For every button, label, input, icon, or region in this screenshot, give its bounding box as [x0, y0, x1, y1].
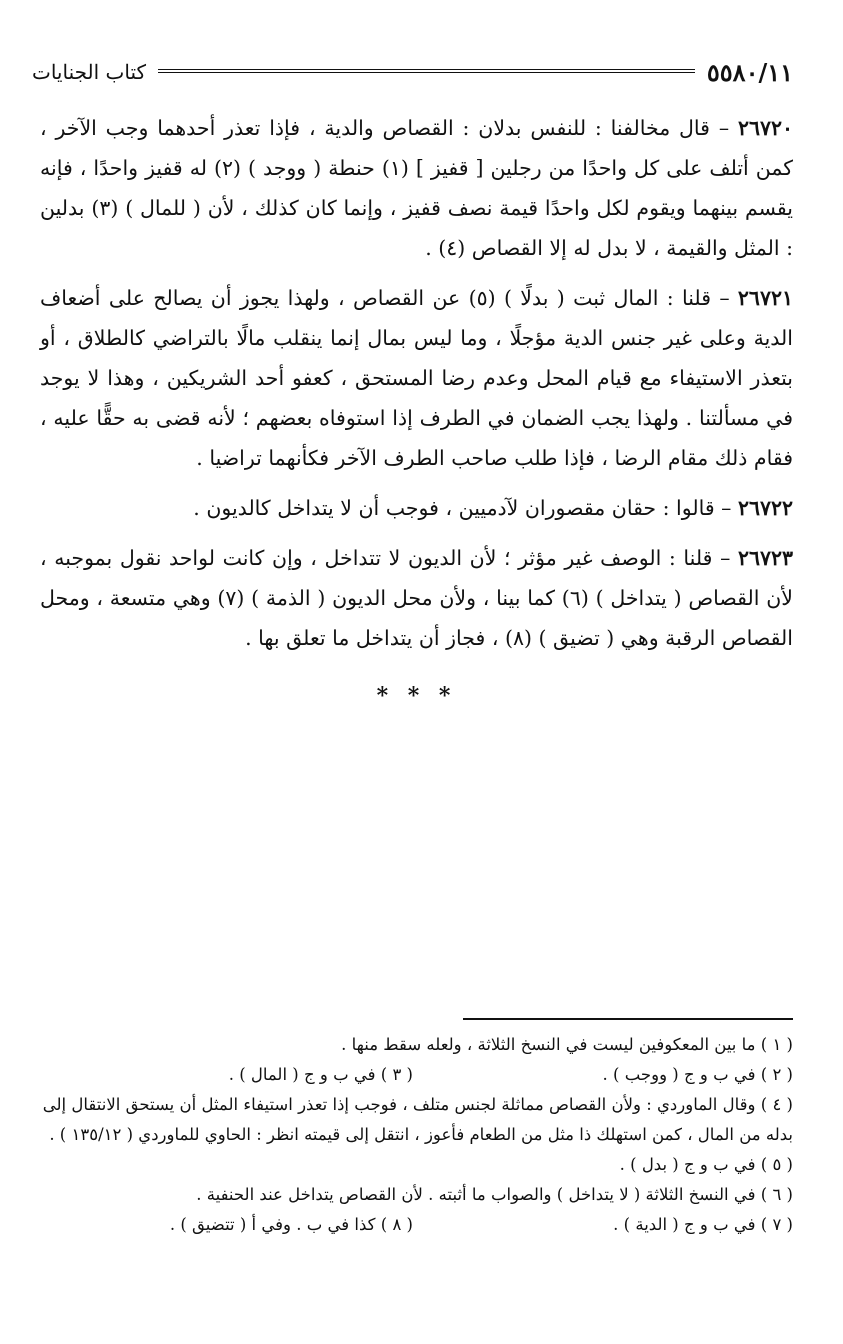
paragraph-number: ٢٦٧٢٣: [737, 546, 793, 570]
paragraph: ٢٦٧٢١ – قلنا : المال ثبت ( بدلًا ) (٥) عن القصاص ، ولهذا يجوز أن يصالح على أضعاف الدية وعلى غير جنس الدية مؤجلًا ، وما ليس بمال إنما ينقلب مالًا بالتراضي كالطلاق ، أو بتعذر الاستيفاء مع قيام المحل وعدم رضا المستحق ، كعفو أحد الشريكين ، وهذا لا يوجد في مسألتنا . ولهذا يجب الضمان في الطرف إذا استوفاه بعضهم ؛ لأنه قضى به حقًّا عليه ، فقام ذلك مقام الرضا ، فإذا طلب صاحب الطرف الآخر فكأنهما تراضيا .: [40, 286, 793, 470]
footnote: ( ٥ ) في ب و ج ( بدل ) .: [619, 1155, 793, 1174]
footnotes: [40, 1030, 793, 1240]
footnote-row: [40, 1060, 793, 1090]
paragraph-number: ٢٦٧٢٢: [737, 496, 793, 520]
footnote: ( ٤ ) وقال الماوردي : ولأن القصاص مماثلة لجنس متلف ، فوجب إذا تعذر استيفاء المثل أن يستحق الانتقال إلى بدله من المال ، كمن استهلك ذا مثل من الطعام فأعوز ، انتقل إلى قيمته انظر : الحاوي للماوردي ( ١٣٥/١٢ ) .: [42, 1095, 793, 1144]
running-title: كتاب الجنايات: [32, 60, 147, 84]
paragraph: ٢٦٧٢٢ – قالوا : حقان مقصوران لآدميين ، فوجب أن لا يتداخل كالديون .: [193, 496, 793, 520]
footnote: ( ٢ ) في ب و ج ( ووجب ) .: [602, 1065, 793, 1084]
paragraph-text: قلنا : الوصف غير مؤثر ؛ لأن الديون لا تتداخل ، وإن كانت لواحد نقول بموجبه ، لأن القصاص ( يتداخل ) (٦) كما بينا ، ولأن محل الديون ( الذمة ) (٧) وهي متسعة ، ومحل القصاص الرقبة وهي ( تضيق ) (٨) ، فجاز أن يتداخل ما تعلق بها .: [40, 546, 793, 650]
footnote: ( ٣ ) في ب و ج ( المال ) .: [228, 1065, 413, 1084]
footnote-row: [40, 1210, 793, 1240]
paragraph: ٢٦٧٢٣ – قلنا : الوصف غير مؤثر ؛ لأن الديون لا تتداخل ، وإن كانت لواحد نقول بموجبه ، لأن القصاص ( يتداخل ) (٦) كما بينا ، ولأن محل الديون ( الذمة ) (٧) وهي متسعة ، ومحل القصاص الرقبة وهي ( تضيق ) (٨) ، فجاز أن يتداخل ما تعلق بها .: [40, 546, 793, 650]
paragraph-text: قال مخالفنا : للنفس بدلان : القصاص والدية ، فإذا تعذر أحدهما وجب الآخر ، كمن أتلف على كل واحدًا من رجلين [ قفيز ] (١) حنطة ( ووجد ) (٢) له قفيز واحدًا ، فإنه يقسم بينهما ويقوم لكل واحدًا قيمة نصف قفيز ، وإنما كان كذلك ، لأن ( للمال ) (٣) بدلين : المثل والقيمة ، لا بدل له إلا القصاص (٤) .: [40, 116, 793, 260]
page-header: [32, 52, 793, 92]
page-number: ٥٥٨٠/١١: [706, 57, 793, 87]
footnote: ( ٦ ) في النسخ الثلاثة ( لا يتداخل ) والصواب ما أثبته . لأن القصاص يتداخل عند الحنفية .: [196, 1185, 793, 1204]
paragraph-text: قلنا : المال ثبت ( بدلًا ) (٥) عن القصاص ، ولهذا يجوز أن يصالح على أضعاف الدية وعلى غير جنس الدية مؤجلًا ، وما ليس بمال إنما ينقلب مالًا بالتراضي كالطلاق ، أو بتعذر الاستيفاء مع قيام المحل وعدم رضا المستحق ، كعفو أحد الشريكين ، وهذا لا يوجد في مسألتنا . ولهذا يجب الضمان في الطرف إذا استوفاه بعضهم ؛ لأنه قضى به حقًّا عليه ، فقام ذلك مقام الرضا ، فإذا طلب صاحب الطرف الآخر فكأنهما تراضيا .: [40, 286, 793, 470]
footnote: ( ٧ ) في ب و ج ( الدية ) .: [613, 1215, 793, 1234]
footnote: ( ٨ ) كذا في ب . وفي أ ( تتضيق ) .: [169, 1215, 413, 1234]
paragraph-number: ٢٦٧٢٠: [737, 116, 793, 140]
main-text: [40, 108, 793, 716]
paragraph: ٢٦٧٢٠ – قال مخالفنا : للنفس بدلان : القصاص والدية ، فإذا تعذر أحدهما وجب الآخر ، كمن أتلف على كل واحدًا من رجلين [ قفيز ] (١) حنطة ( ووجد ) (٢) له قفيز واحدًا ، فإنه يقسم بينهما ويقوم لكل واحدًا قيمة نصف قفيز ، وإنما كان كذلك ، لأن ( للمال ) (٣) بدلين : المثل والقيمة ، لا بدل له إلا القصاص (٤) .: [40, 116, 793, 260]
footnote: ( ١ ) ما بين المعكوفين ليست في النسخ الثلاثة ، ولعله سقط منها .: [341, 1035, 793, 1054]
paragraph-number: ٢٦٧٢١: [737, 286, 793, 310]
footnote-rule: [463, 1018, 793, 1020]
paragraph-text: قالوا : حقان مقصوران لآدميين ، فوجب أن لا يتداخل كالديون .: [193, 496, 715, 520]
section-separator: * * *: [376, 683, 457, 709]
header-rule: [158, 69, 695, 75]
